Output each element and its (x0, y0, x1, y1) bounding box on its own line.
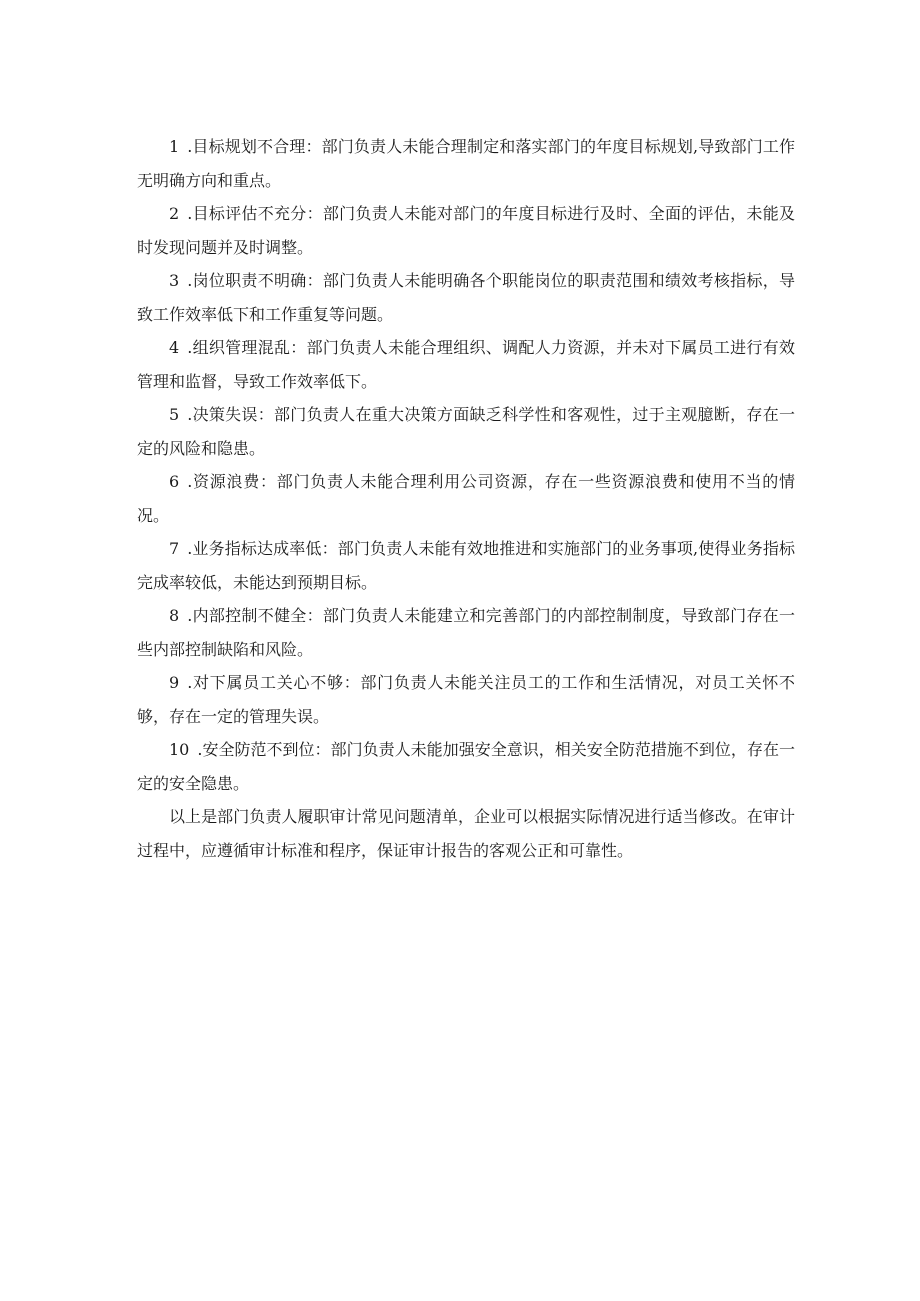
item-number: 5 (169, 405, 180, 424)
list-item (137, 331, 795, 398)
list-item (137, 599, 795, 666)
item-number: 2 (169, 204, 180, 223)
item-title: .对下属员工关心不够： (187, 673, 361, 692)
item-number: 7 (169, 539, 180, 558)
item-text: 部门负责人未能建立和完善部门的内部控制制度，导致部门存在一些内部控制缺陷和风险。 (137, 606, 795, 659)
list-item (137, 197, 795, 264)
item-text: 部门负责人未能关注员工的工作和生活情况，对员工关怀不够，存在一定的管理失误。 (137, 673, 795, 726)
item-text: 部门负责人未能加强安全意识，相关安全防范措施不到位，存在一定的安全隐患。 (137, 740, 795, 793)
item-number: 3 (169, 271, 180, 290)
item-number: 9 (169, 673, 180, 692)
list-item (137, 465, 795, 532)
list-item (137, 398, 795, 465)
list-item (137, 666, 795, 733)
item-title: .内部控制不健全： (187, 606, 323, 625)
item-title: .资源浪费： (187, 472, 277, 491)
list-item (137, 130, 795, 197)
item-text: 部门负责人未能对部门的年度目标进行及时、全面的评估，未能及时发现问题并及时调整。 (137, 204, 795, 257)
item-text: 部门负责人未能有效地推进和实施部门的业务事项,使得业务指标完成率较低，未能达到预期目标。 (137, 539, 795, 592)
item-number: 6 (169, 472, 180, 491)
list-item (137, 733, 795, 800)
document-body (137, 130, 795, 867)
item-number: 10 (169, 740, 190, 759)
item-text: 部门负责人在重大决策方面缺乏科学性和客观性，过于主观臆断，存在一定的风险和隐患。 (137, 405, 795, 458)
item-title: .业务指标达成率低： (187, 539, 338, 558)
item-text: 部门负责人未能合理利用公司资源，存在一些资源浪费和使用不当的情况。 (137, 472, 795, 525)
item-title: .岗位职责不明确： (187, 271, 323, 290)
closing-paragraph: 以上是部门负责人履职审计常见问题清单，企业可以根据实际情况进行适当修改。在审计过程中，应遵循审计标准和程序，保证审计报告的客观公正和可靠性。 (137, 807, 795, 860)
item-text: 部门负责人未能合理组织、调配人力资源，并未对下属员工进行有效管理和监督，导致工作效率低下。 (137, 338, 795, 391)
item-text: 部门负责人未能明确各个职能岗位的职责范围和绩效考核指标，导致工作效率低下和工作重复等问题。 (137, 271, 795, 324)
item-number: 4 (169, 338, 180, 357)
item-number: 8 (169, 606, 180, 625)
list-item (137, 264, 795, 331)
list-item (137, 532, 795, 599)
item-title: .目标评估不充分： (187, 204, 323, 223)
item-number: 1 (169, 137, 180, 156)
item-title: .目标规划不合理： (187, 137, 322, 156)
item-title: .安全防范不到位： (197, 740, 331, 759)
item-title: .组织管理混乱： (187, 338, 307, 357)
item-text: 部门负责人未能合理制定和落实部门的年度目标规划,导致部门工作无明确方向和重点。 (137, 137, 795, 190)
item-title: .决策失误： (187, 405, 275, 424)
